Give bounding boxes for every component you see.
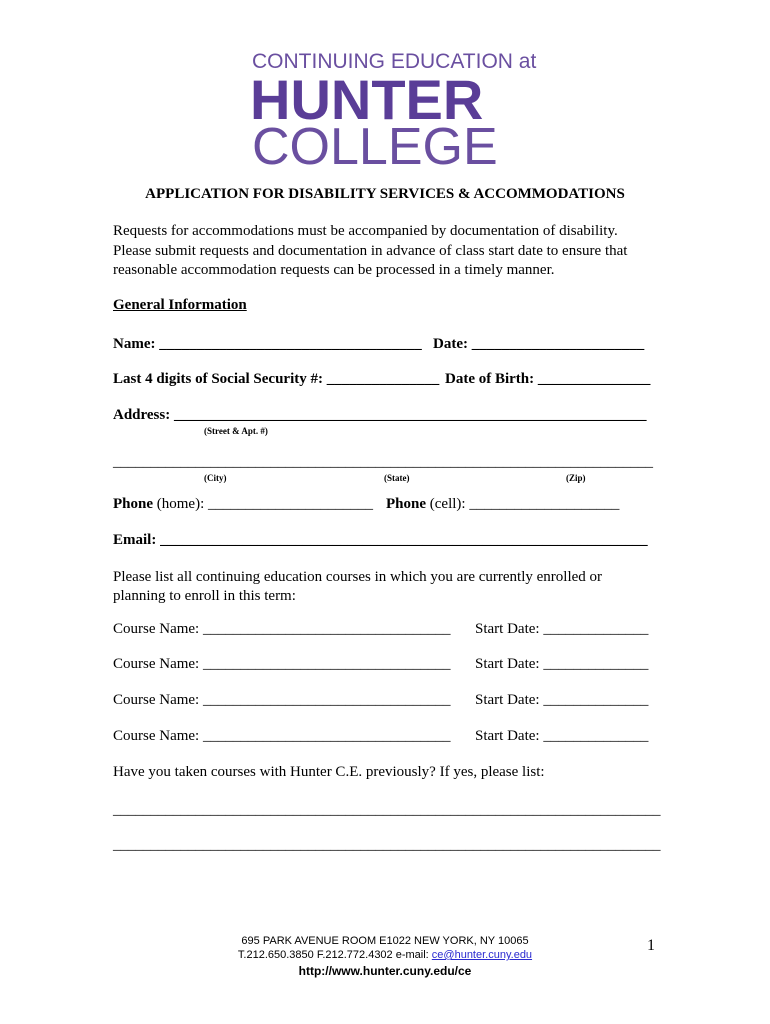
intro-line: Please submit requests and documentation in advance of class start date to ensure that bbox=[113, 242, 628, 259]
courses-prompt-line: planning to enroll in this term: bbox=[113, 588, 296, 604]
logo-line-college: COLLEGE bbox=[252, 118, 498, 176]
city-hint: (City) bbox=[204, 473, 227, 483]
course-start-label: Start Date: bbox=[475, 621, 540, 637]
course-start-label: Start Date: bbox=[475, 728, 540, 744]
phone-cell-line[interactable]: ____________________ bbox=[469, 496, 620, 512]
address-field[interactable] bbox=[113, 407, 646, 424]
phone-cell-type: (cell): bbox=[429, 496, 466, 512]
course-name-line[interactable]: _________________________________ bbox=[202, 621, 451, 637]
previous-courses-prompt: Have you taken courses with Hunter C.E. previously? If yes, please list: bbox=[113, 764, 545, 780]
course-name-line[interactable]: _________________________________ bbox=[202, 656, 451, 672]
ssn-line[interactable]: _______________ bbox=[326, 371, 440, 387]
course-name-label: Course Name: bbox=[113, 656, 200, 672]
phone-home-line[interactable]: ______________________ bbox=[208, 496, 373, 512]
course-start-line[interactable]: ______________ bbox=[543, 692, 649, 708]
email-field[interactable] bbox=[113, 532, 648, 549]
course-name-field[interactable] bbox=[113, 728, 450, 745]
footer-phones: T.212.650.3850 F.212.772.4302 e-mail: bbox=[237, 949, 429, 961]
address-label: Address: bbox=[113, 407, 171, 423]
email-label: Email: bbox=[113, 532, 157, 548]
intro-paragraph bbox=[113, 222, 673, 281]
phone-cell-label: Phone bbox=[386, 496, 427, 512]
page-number: 1 bbox=[647, 937, 655, 954]
course-start-label: Start Date: bbox=[475, 656, 540, 672]
phone-home-field[interactable] bbox=[113, 496, 373, 513]
phone-cell-field[interactable] bbox=[386, 496, 619, 513]
phone-home-type: (home): bbox=[156, 496, 205, 512]
course-name-line[interactable]: _________________________________ bbox=[202, 692, 451, 708]
course-name-label: Course Name: bbox=[113, 692, 200, 708]
intro-line: Requests for accommodations must be accompanied by documentation of disability. bbox=[113, 223, 618, 239]
zip-hint: (Zip) bbox=[566, 473, 586, 483]
course-name-line[interactable]: _________________________________ bbox=[202, 728, 451, 744]
ssn-field[interactable] bbox=[113, 371, 439, 388]
date-line[interactable]: _______________________ bbox=[471, 336, 645, 352]
email-line[interactable]: _________________________________________________________________ bbox=[160, 532, 648, 548]
ssn-label: Last 4 digits of Social Security #: bbox=[113, 371, 323, 387]
page-title: APPLICATION FOR DISABILITY SERVICES & ACCOMMODATIONS bbox=[145, 186, 625, 202]
course-name-label: Course Name: bbox=[113, 621, 200, 637]
address-line[interactable]: _______________________________________________________________ bbox=[173, 407, 647, 423]
courses-prompt bbox=[113, 568, 602, 606]
date-field[interactable] bbox=[433, 336, 644, 353]
previous-courses-line[interactable]: _________________________________________________________________________ bbox=[113, 802, 661, 818]
course-name-label: Course Name: bbox=[113, 728, 200, 744]
general-info-heading: General Information bbox=[113, 297, 247, 313]
course-start-field[interactable] bbox=[475, 692, 648, 709]
courses-prompt-line: Please list all continuing education courses in which you are currently enrolled or bbox=[113, 569, 603, 585]
dob-line[interactable]: _______________ bbox=[537, 371, 651, 387]
name-line[interactable]: ___________________________________ bbox=[159, 336, 422, 352]
course-name-field[interactable] bbox=[113, 621, 450, 638]
course-start-field[interactable] bbox=[475, 728, 648, 745]
footer-email-link[interactable]: ce@hunter.cuny.edu bbox=[431, 949, 533, 961]
intro-line: reasonable accommodation requests can be processed in a timely manner. bbox=[113, 262, 555, 278]
course-name-field[interactable] bbox=[113, 656, 450, 673]
phone-home-label: Phone bbox=[113, 496, 154, 512]
logo-line-hunter: HUNTER bbox=[250, 68, 484, 131]
dob-field[interactable] bbox=[445, 371, 650, 388]
course-start-field[interactable] bbox=[475, 656, 648, 673]
course-start-label: Start Date: bbox=[475, 692, 540, 708]
dob-label: Date of Birth: bbox=[445, 371, 535, 387]
logo-line-continuing-education: CONTINUING EDUCATION at bbox=[252, 50, 537, 73]
footer-url[interactable]: http://www.hunter.cuny.edu/ce bbox=[298, 964, 472, 978]
course-start-line[interactable]: ______________ bbox=[543, 656, 649, 672]
state-hint: (State) bbox=[384, 473, 410, 483]
name-field[interactable] bbox=[113, 336, 422, 353]
address-line-2[interactable]: ________________________________________________________________________ bbox=[113, 454, 653, 470]
course-name-field[interactable] bbox=[113, 692, 450, 709]
course-start-field[interactable] bbox=[475, 621, 648, 638]
previous-courses-line[interactable]: _________________________________________________________________________ bbox=[113, 837, 661, 853]
course-start-line[interactable]: ______________ bbox=[543, 728, 649, 744]
footer-address: 695 PARK AVENUE ROOM E1022 NEW YORK, NY 10065 bbox=[241, 935, 529, 947]
street-hint: (Street & Apt. #) bbox=[204, 426, 268, 436]
course-start-line[interactable]: ______________ bbox=[543, 621, 649, 637]
date-label: Date: bbox=[433, 336, 468, 352]
name-label: Name: bbox=[113, 336, 156, 352]
